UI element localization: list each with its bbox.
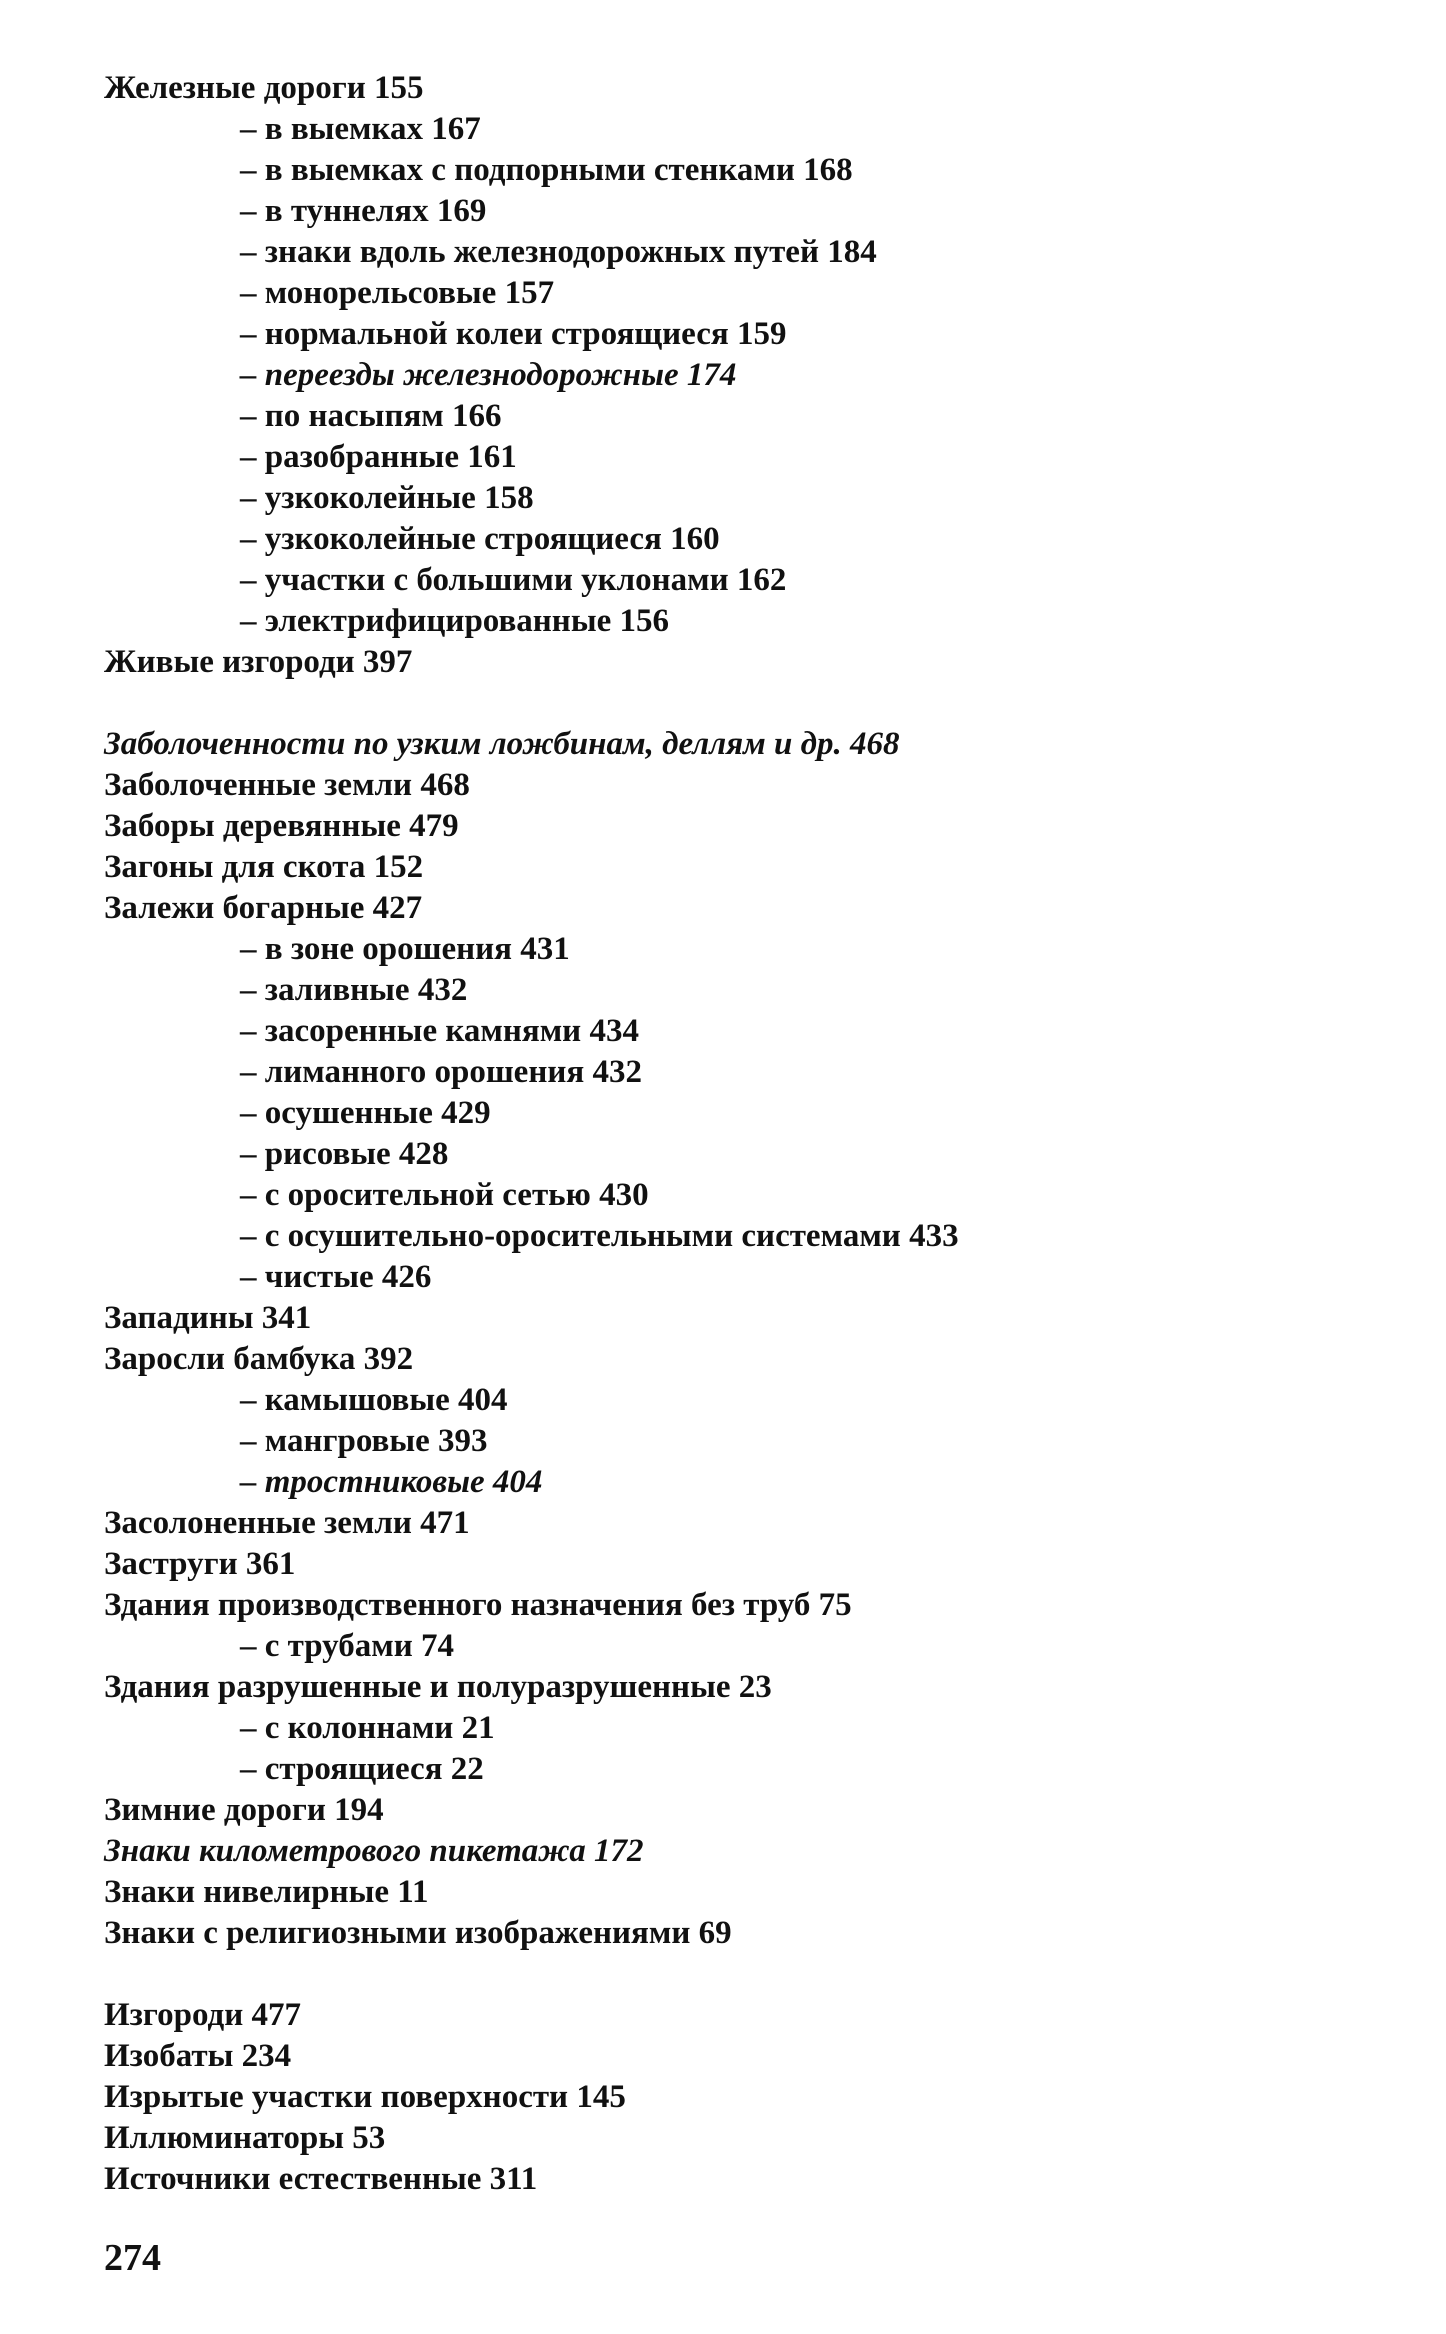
index-subentry: – с колоннами 21: [240, 1710, 495, 1746]
index-subentry: – камышовые 404: [240, 1382, 508, 1418]
index-entry: Изгороди 477: [104, 1997, 301, 2033]
index-subentry: – в туннелях 169: [240, 193, 487, 229]
index-entry: Заборы деревянные 479: [104, 808, 459, 844]
index-subentry: – с трубами 74: [240, 1628, 454, 1664]
index-subentry: – переезды железнодорожные 174: [240, 357, 737, 393]
index-subentry: – лиманного орошения 432: [240, 1054, 642, 1090]
index-entry: Загоны для скота 152: [104, 849, 424, 885]
index-section: [104, 68, 1344, 683]
index-subentry: – электрифицированные 156: [240, 603, 669, 639]
index-entry: Здания производственного назначения без труб 75: [104, 1587, 852, 1623]
index-subentry: – нормальной колеи строящиеся 159: [240, 316, 787, 352]
index-subentry: – знаки вдоль железнодорожных путей 184: [240, 234, 877, 270]
index-entry: Живые изгороди 397: [104, 644, 413, 680]
index-entry: Изрытые участки поверхности 145: [104, 2079, 626, 2115]
index-subentry: – по насыпям 166: [240, 398, 502, 434]
index-entry: Иллюминаторы 53: [104, 2120, 386, 2156]
index-entry: Западины 341: [104, 1300, 312, 1336]
index-subentry: – строящиеся 22: [240, 1751, 484, 1787]
index-entry: Заболоченные земли 468: [104, 767, 470, 803]
index-subentry: – рисовые 428: [240, 1136, 449, 1172]
index-entry: Знаки с религиозными изображениями 69: [104, 1915, 732, 1951]
index-subentry: – заливные 432: [240, 972, 468, 1008]
index-subentry: – мангровые 393: [240, 1423, 488, 1459]
index-subentry: – в выемках с подпорными стенками 168: [240, 152, 853, 188]
index-subentry: – засоренные камнями 434: [240, 1013, 639, 1049]
index-subentry: – с оросительной сетью 430: [240, 1177, 649, 1213]
index-entry: Железные дороги 155: [104, 70, 424, 106]
index-section: [104, 1995, 1344, 2200]
index-entry: Изобаты 234: [104, 2038, 292, 2074]
index-entry: Знаки нивелирные 11: [104, 1874, 429, 1910]
index-subentry: – узкоколейные строящиеся 160: [240, 521, 720, 557]
index-entry: Засолоненные земли 471: [104, 1505, 470, 1541]
page-number: 274: [104, 2237, 161, 2279]
section-gap: [104, 683, 1344, 724]
index-entry: Знаки километрового пикетажа 172: [104, 1833, 644, 1869]
index-entry: Заболоченности по узким ложбинам, деллям и др. 468: [104, 726, 900, 762]
index-entry: Заросли бамбука 392: [104, 1341, 414, 1377]
index-section: [104, 724, 1344, 1954]
index-list: [104, 68, 1344, 2200]
index-subentry: – в выемках 167: [240, 111, 481, 147]
index-entry: Заструги 361: [104, 1546, 296, 1582]
index-subentry: – осушенные 429: [240, 1095, 491, 1131]
index-subentry: – с осушительно-оросительными системами 433: [240, 1218, 959, 1254]
index-entry: Зимние дороги 194: [104, 1792, 384, 1828]
index-subentry: – тростниковые 404: [240, 1464, 543, 1500]
index-subentry: – чистые 426: [240, 1259, 432, 1295]
index-entry: Здания разрушенные и полуразрушенные 23: [104, 1669, 772, 1705]
index-subentry: – монорельсовые 157: [240, 275, 555, 311]
index-subentry: – узкоколейные 158: [240, 480, 534, 516]
index-subentry: – участки с большими уклонами 162: [240, 562, 787, 598]
index-subentry: – разобранные 161: [240, 439, 517, 475]
section-gap: [104, 1954, 1344, 1995]
index-subentry: – в зоне орошения 431: [240, 931, 570, 967]
index-entry: Источники естественные 311: [104, 2161, 538, 2197]
index-entry: Залежи богарные 427: [104, 890, 423, 926]
